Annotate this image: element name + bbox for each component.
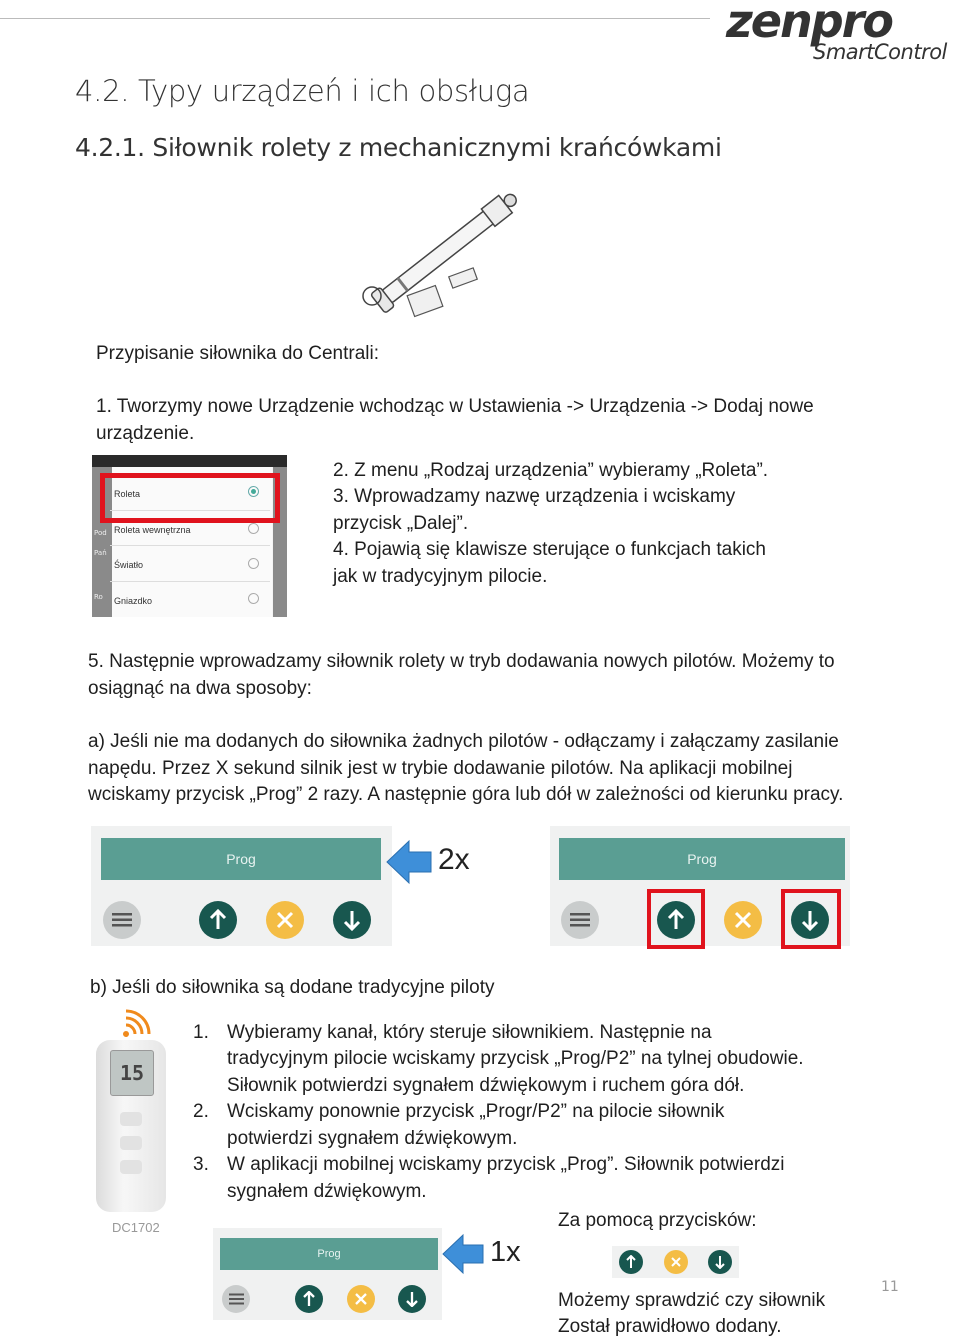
prog-control-panel-highlighted: [550, 826, 850, 946]
stop-icon[interactable]: [347, 1285, 375, 1313]
option-a-line2: napędu. Przez X sekund silnik jest w trybie dodawanie pilotów. Na aplikacji mobilnej: [88, 758, 793, 779]
list-number: 2.: [193, 1101, 209, 1122]
arrow-up-icon[interactable]: [295, 1285, 323, 1313]
menu-icon[interactable]: [222, 1285, 250, 1313]
remote-model-label: DC1702: [112, 1220, 160, 1235]
section-title: 4.2. Typy urządzeń i ich obsługa: [75, 74, 530, 108]
stop-icon[interactable]: [724, 901, 762, 939]
prog-control-panel: [91, 826, 392, 946]
prog-button[interactable]: Prog: [559, 838, 845, 880]
step5-line2: osiągnąć na dwa sposoby:: [88, 678, 312, 699]
zenpro-logo: zenpro: [726, 0, 892, 48]
press-twice-label: 2x: [438, 843, 470, 876]
step5-line1: 5. Następnie wprowadzamy siłownik rolety w tryb dodawania nowych pilotów. Możemy to: [88, 651, 835, 672]
list-item-2-line1: Wciskamy ponownie przycisk „Progr/P2” na pilocie siłownik: [227, 1101, 725, 1122]
wifi-signal-icon: [122, 1008, 152, 1038]
highlight-roleta: [100, 473, 280, 523]
radio-icon[interactable]: [248, 558, 259, 569]
list-item-3-line1: W aplikacji mobilnej wciskamy przycisk „Prog”. Siłownik potwierdzi: [227, 1154, 785, 1175]
menu-item-roleta-wewnetrzna[interactable]: Roleta wewnętrzna: [114, 525, 191, 535]
radio-icon[interactable]: [248, 593, 259, 604]
press-once-label: 1x: [490, 1236, 521, 1268]
step2: 2. Z menu „Rodzaj urządzenia” wybieramy „Roleta”.: [333, 460, 769, 481]
menu-item-roleta[interactable]: Roleta: [114, 489, 141, 499]
step4-line1: 4. Pojawią się klawisze sterujące o funkcjach takich: [333, 539, 766, 560]
arrow-up-icon[interactable]: [619, 1250, 643, 1274]
list-item-3-line2: sygnałem dźwiękowym.: [227, 1181, 427, 1202]
direction-buttons-strip: [612, 1246, 739, 1278]
list-item-1-line2: tradycyjnym pilocie wciskamy przycisk „Prog/P2” na tylnej obudowie.: [227, 1048, 804, 1069]
option-a-line3: wciskamy przycisk „Prog” 2 razy. A następnie góra lub dół w zależności od kierunku pracy.: [88, 784, 844, 805]
prog-button[interactable]: Prog: [101, 838, 381, 880]
list-item-1-line1: Wybieramy kanał, który steruje siłownikiem. Następnie na: [227, 1022, 712, 1043]
stop-icon[interactable]: [664, 1250, 688, 1274]
menu-item-swiatlo[interactable]: Światło: [114, 560, 144, 570]
tubular-motor-illustration: [350, 180, 550, 320]
intro-text: Przypisanie siłownika do Centrali:: [96, 343, 380, 364]
arrow-down-icon[interactable]: [398, 1285, 426, 1313]
left-arrow-icon: [385, 838, 433, 886]
menu-icon[interactable]: [561, 901, 599, 939]
page-number: 11: [881, 1279, 899, 1295]
arrow-down-icon[interactable]: [333, 901, 371, 939]
menu-item-gniazdko[interactable]: Gniazdko: [114, 596, 153, 606]
remote-display: 15: [110, 1050, 154, 1096]
arrow-up-icon[interactable]: [199, 901, 237, 939]
arrow-down-icon[interactable]: [708, 1250, 732, 1274]
step3-line1: 3. Wprowadzamy nazwę urządzenia i wciskamy: [333, 486, 736, 507]
device-type-menu-screenshot: Roleta Roleta wewnętrzna Światło Gniazdko Pod Pań Ro: [92, 455, 287, 617]
remote-control-illustration: [96, 1040, 166, 1212]
step1-line2: urządzenie.: [96, 423, 195, 444]
list-number: 3.: [193, 1154, 209, 1175]
list-item-2-line2: potwierdzi sygnałem dźwiękowym.: [227, 1128, 518, 1149]
option-b-heading: b) Jeśli do siłownika są dodane tradycyjne piloty: [90, 977, 495, 998]
logo-subtitle: SmartControl: [813, 40, 947, 64]
closing-line1: Możemy sprawdzić czy siłownik: [558, 1290, 826, 1311]
closing-line2: Został prawidłowo dodany.: [558, 1316, 782, 1337]
left-arrow-icon: [441, 1232, 485, 1276]
prog-button[interactable]: Prog: [220, 1238, 438, 1270]
prog-control-panel-small: [213, 1228, 442, 1320]
subsection-title: 4.2.1. Siłownik rolety z mechanicznymi krańcówkami: [75, 133, 722, 162]
stop-icon[interactable]: [266, 901, 304, 939]
option-a-line1: a) Jeśli nie ma dodanych do siłownika żadnych pilotów - odłączamy i załączamy zasilanie: [88, 731, 839, 752]
radio-icon[interactable]: [248, 523, 259, 534]
highlight-down-button: [781, 889, 841, 949]
header-rule: [0, 18, 710, 19]
step1-line1: 1. Tworzymy nowe Urządzenie wchodząc w Ustawienia -> Urządzenia -> Dodaj nowe: [96, 396, 814, 417]
buttons-caption: Za pomocą przycisków:: [558, 1210, 757, 1231]
list-number: 1.: [193, 1022, 209, 1043]
menu-icon[interactable]: [103, 901, 141, 939]
step4-line2: jak w tradycyjnym pilocie.: [333, 566, 548, 587]
status-bar: [92, 455, 287, 467]
list-item-1-line3: Siłownik potwierdzi sygnałem dźwiękowym i ruchem góra dół.: [227, 1075, 745, 1096]
step3-line2: przycisk „Dalej”.: [333, 513, 469, 534]
highlight-up-button: [647, 889, 705, 949]
